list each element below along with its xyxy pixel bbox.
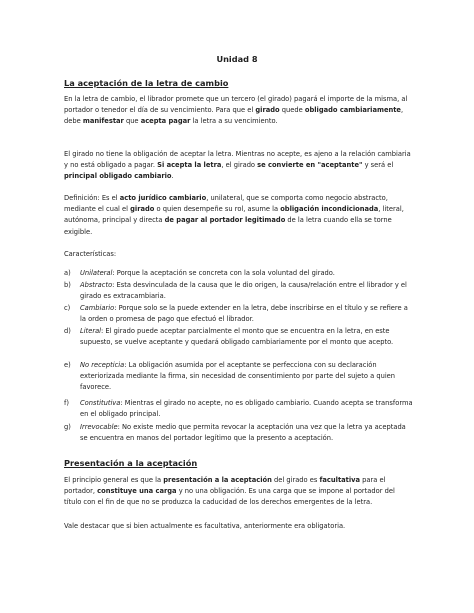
paragraph-girado: El girado no tiene la obligación de aceptar la letra. Mientras no acepte, es ajeno a la relación cambiaria y no está obligado a pagar. Si acepta la letra, el girado se convierte en "aceptante" y será el principal obligado cambiario. bbox=[64, 150, 411, 181]
list-item-text: No recepticia: La obligación asumida por el aceptante se perfecciona con su declaración exteriorizada mediante la firma, sin necesidad de consentimiento por parte del sujeto a quien favorece. bbox=[80, 361, 396, 392]
list-item-text: Cambiario: Porque solo se la puede extender en la letra, debe inscribirse en el título y se refiere a la orden o promesa de pago que efectuó el librador. bbox=[80, 304, 408, 324]
page-title: Unidad 8 bbox=[216, 54, 258, 64]
list-item-label: c) bbox=[64, 304, 71, 312]
caracteristicas-label: Características: bbox=[64, 250, 117, 258]
section-heading-presentacion: Presentación a la aceptación bbox=[64, 458, 198, 468]
list-item-label: b) bbox=[64, 281, 71, 289]
section-heading-aceptacion: La aceptación de la letra de cambio bbox=[64, 78, 229, 88]
list-item-text: Abstracto: Esta desvinculada de la causa que le dio origen, la causa/relación entre el librador y el girado es extracambiaria. bbox=[80, 281, 407, 301]
paragraph-nota: Vale destacar que si bien actualmente es facultativa, anteriormente era obligatoria. bbox=[64, 522, 346, 530]
list-item bbox=[64, 280, 414, 302]
list-item bbox=[64, 398, 414, 420]
list-item-label: e) bbox=[64, 361, 71, 369]
list-item-label: f) bbox=[64, 399, 69, 407]
paragraph-definicion: Definición: Es el acto jurídico cambiario, unilateral, que se comporta como negocio abstracto, mediante el cual el girado o quien desempeñe su rol, asume la obligación incondicionada, literal, autónoma, principal y directa de pagar al portador legitimado de la letra cuando ella se torne exigible. bbox=[64, 194, 404, 236]
list-item bbox=[64, 268, 414, 279]
list-item-text: Constitutiva: Mientras el girado no acepte, no es obligado cambiario. Cuando acepta se transforma en el obligado principal. bbox=[80, 399, 413, 419]
list-item bbox=[64, 422, 414, 444]
list-item-label: g) bbox=[64, 423, 71, 431]
list-item-label: d) bbox=[64, 327, 71, 335]
list-item-text: Literal: El girado puede aceptar parcialmente el monto que se encuentra en la letra, en este supuesto, se vuelve aceptante y quedará obligado cambiariamente por el monto que acepto. bbox=[80, 327, 394, 347]
list-item-text: Unilateral: Porque la aceptación se concreta con la sola voluntad del girado. bbox=[80, 269, 335, 277]
list-item bbox=[64, 326, 414, 348]
list-item-label: a) bbox=[64, 269, 71, 277]
list-item bbox=[64, 360, 414, 394]
list-item-text: Irrevocable: No existe medio que permita revocar la aceptación una vez que la letra ya aceptada se encuentra en manos del portador legítimo que la presento a aceptación. bbox=[80, 423, 406, 443]
list-item bbox=[64, 303, 414, 325]
paragraph-intro: En la letra de cambio, el librador promete que un tercero (el girado) pagará el importe de la misma, al portador o tenedor el día de su vencimiento. Para que el girado quede obligado cambiariamente, debe manifestar que acepta pagar la letra a su vencimiento. bbox=[64, 95, 408, 126]
paragraph-presentacion: El principio general es que la presentación a la aceptación del girado es facultativa para el portador, constituye una carga y no una obligación. Es una carga que se impone al portador del título con el fin de que no se produzca la caducidad de los derechos emergentes de la letra. bbox=[64, 476, 395, 507]
